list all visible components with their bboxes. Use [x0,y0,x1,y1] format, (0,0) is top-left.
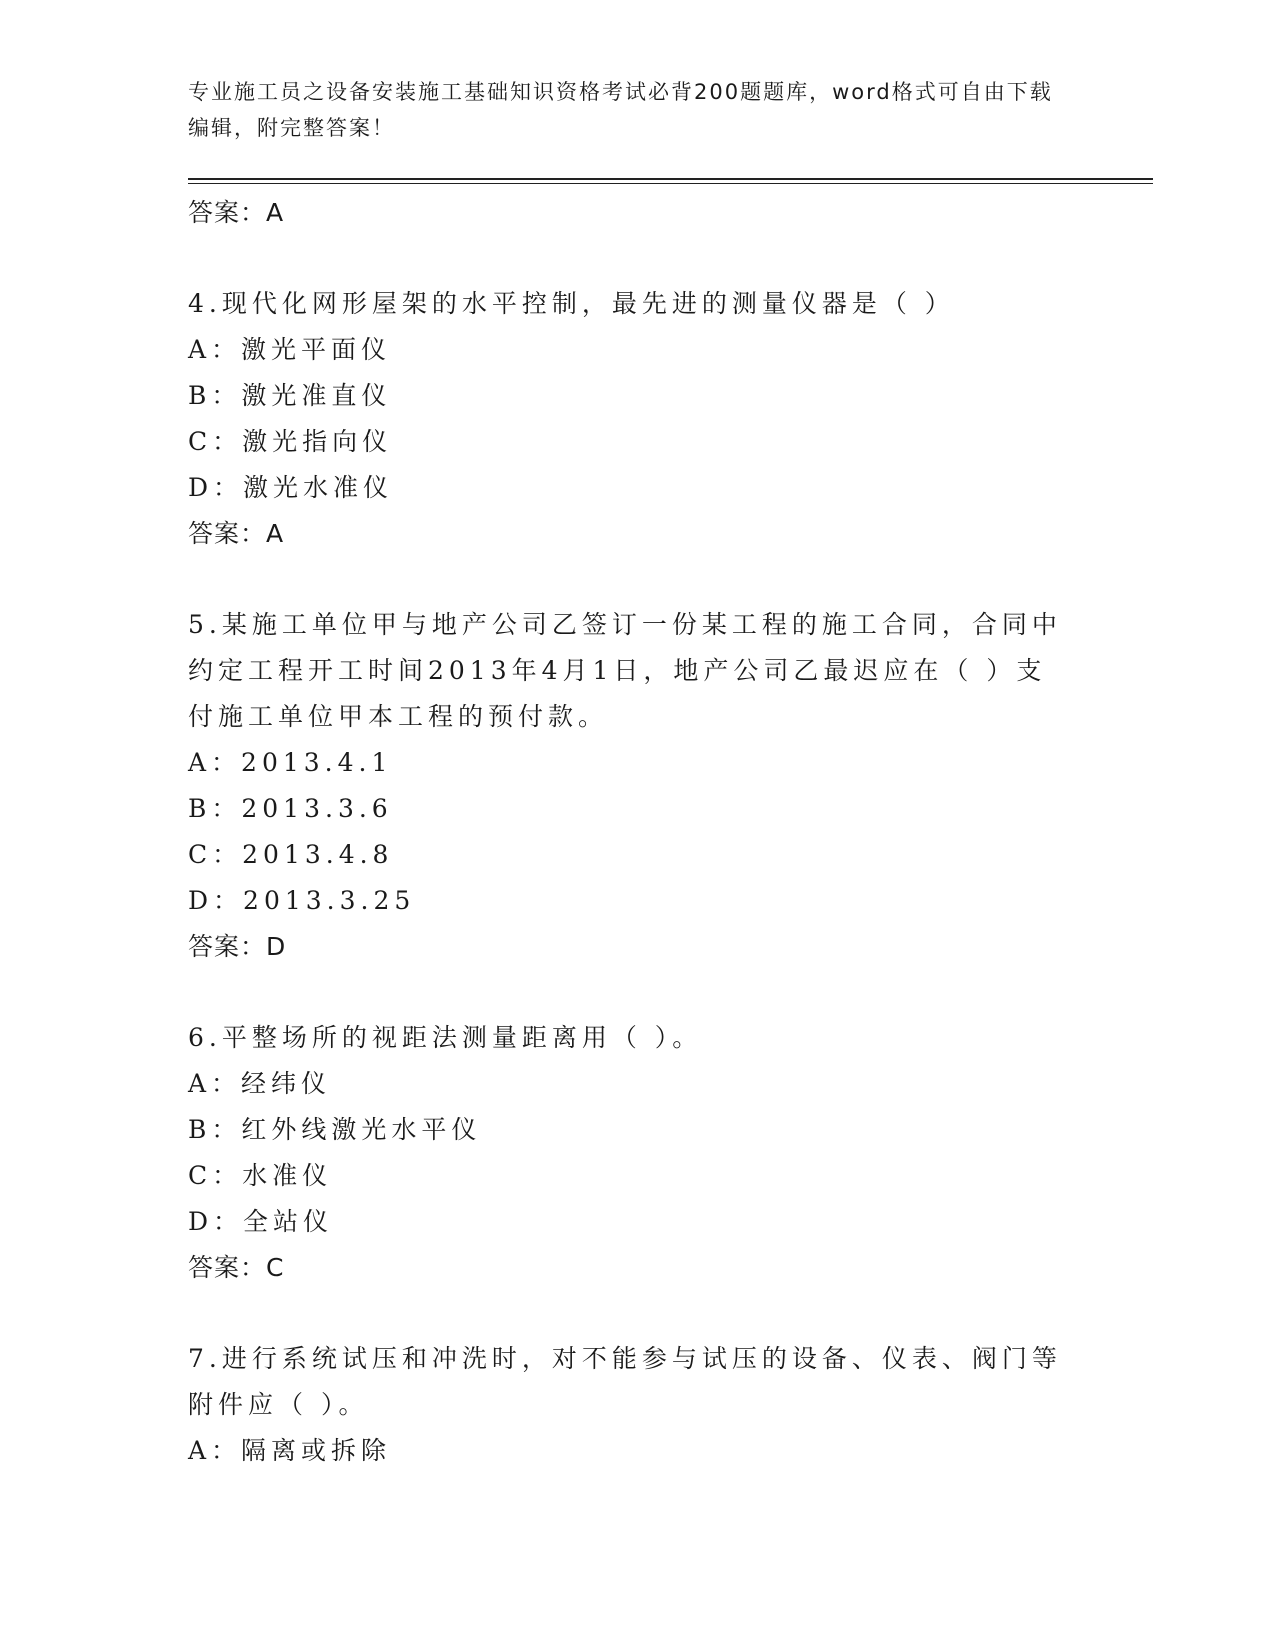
option-d: D：2013.3.25 [188,886,416,915]
header-rule-thin [188,183,1153,184]
answer-line: 答案：A [188,198,285,227]
question-list [188,190,1068,1474]
option-b: B：激光准直仪 [188,381,392,410]
option-c: C：激光指向仪 [188,427,393,456]
option-a: A：经纬仪 [188,1069,332,1098]
option-a: A：激光平面仪 [188,335,392,364]
option-b: B：2013.3.6 [188,794,393,823]
question-block [188,1336,1068,1474]
option-a: A：隔离或拆除 [188,1436,392,1465]
option-c: C：2013.4.8 [188,840,394,869]
option-a: A：2013.4.1 [188,748,393,777]
question-text: 6.平整场所的视距法测量距离用（ ）。 [188,1023,703,1052]
question-text: 7.进行系统试压和冲洗时，对不能参与试压的设备、仪表、阀门等附件应（ ）。 [188,1344,1062,1419]
answer-line: 答案：A [188,519,285,548]
question-block [188,281,1068,557]
option-c: C：水准仪 [188,1161,333,1190]
question-text: 5.某施工单位甲与地产公司乙签订一份某工程的施工合同，合同中约定工程开工时间2013年4月1日，地产公司乙最迟应在（ ）支付施工单位甲本工程的预付款。 [188,610,1062,731]
answer-line: 答案：D [188,932,287,961]
option-d: D：激光水准仪 [188,473,394,502]
option-b: B：红外线激光水平仪 [188,1115,482,1144]
document-header: 专业施工员之设备安装施工基础知识资格考试必背200题题库，word格式可自由下载编辑，附完整答案！ [188,80,1053,140]
question-block [188,602,1068,970]
question-block [188,1015,1068,1291]
header-rule [188,178,1153,180]
answer-line: 答案：C [188,1253,285,1282]
option-d: D：全站仪 [188,1207,334,1236]
question-text: 4.现代化网形屋架的水平控制，最先进的测量仪器是（ ） [188,289,955,318]
